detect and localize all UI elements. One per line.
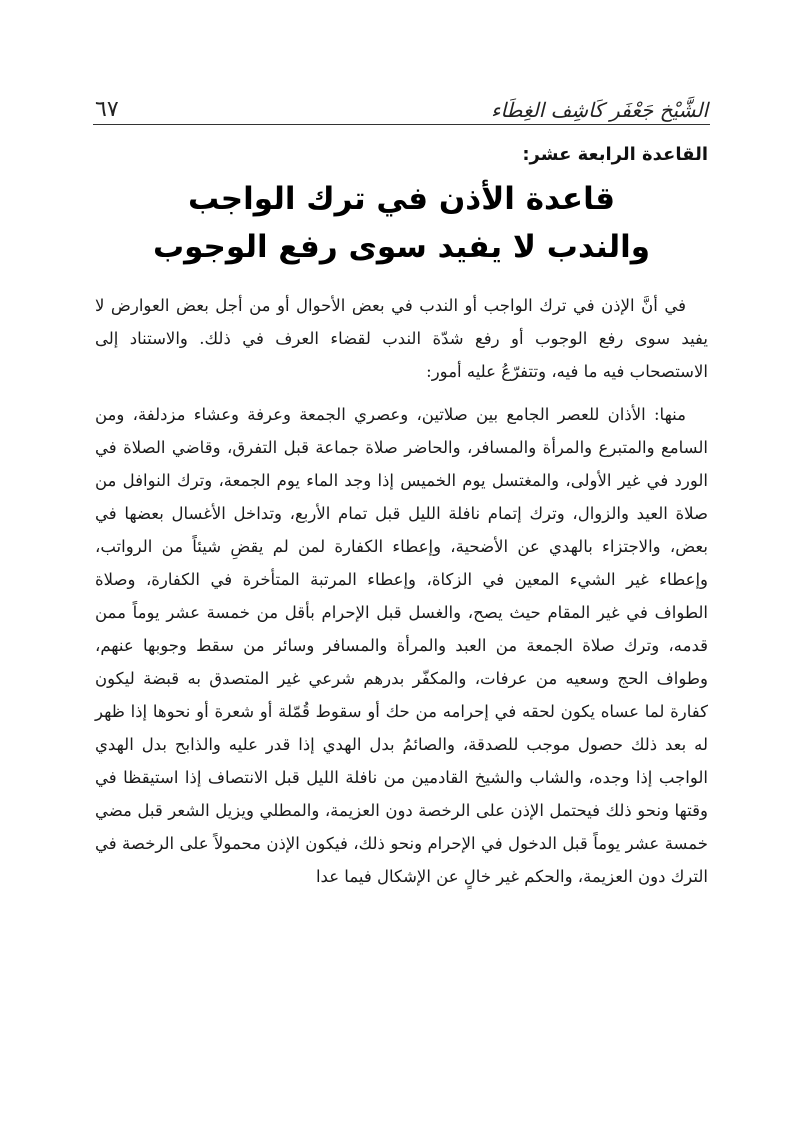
main-title: [95, 175, 708, 271]
header-rule: [93, 124, 710, 125]
page-header: [95, 82, 708, 122]
body-paragraph: في أنَّ الإذن في ترك الواجب أو الندب في بعض الأحوال أو من أجل بعض العوارض لا يفيد سوى رفع الوجوب أو رفع شدّة الندب لقضاء العرف في ذلك. والاستناد إلى الاستصحاب فيه ما فيه، وتتفرّعُ عليه أمور:: [95, 296, 708, 381]
main-title-line-2: والندب لا يفيد سوى رفع الوجوب: [152, 229, 651, 265]
main-title-line-1: قاعدة الأذن في ترك الواجب: [187, 181, 616, 217]
body-paragraph: منها: الأذان للعصر الجامع بين صلاتين، وعصري الجمعة وعرفة وعشاء مزدلفة، ومن السامع والمتبرع والمرأة والمسافر، والحاضر صلاة جماعة قبل التفرق، وقاضي الصلاة في الورد في غير الأولى، والمغتسل يوم الخميس إذا وجد الماء يوم الجمعة، وترك النوافل من صلاة العيد والزوال، وترك إتمام نافلة الليل قبل تمام الأربع، وتداخل الأغسال بعضها في بعض، والاجتزاء بالهدي عن الأضحية، وإعطاء الكفارة لمن لم يقضِ شيئاً من الرواتب، وإعطاء غير الشيء المعين في الزكاة، وإعطاء المرتبة المتأخرة في الكفارة، وصلاة الطواف في غير المقام حيث يصح، والغسل قبل الإحرام بأقل من خمسة عشر يوماً ممن قدمه، وترك صلاة الجمعة من العبد والمرأة والمسافر وسائر من سقط وجوبها عنهم، وطواف الحج وسعيه من عرفات، والمكفّر بدرهم شرعي غير المتصدق به قبضة ليكون كفارة لما عساه يكون لحقه في إحرامه من حك أو سقوط قُمّلة أو شعرة أو نحوها إذا ظهر له بعد ذلك حصول موجب للصدقة، والصائمُ بدل الهدي إذا قدر عليه والذابح بدل الهدي الواجب إذا وجده، والشاب والشيخ القادمين من نافلة الليل قبل الانتصاف إذا استيقظا في وقتها ونحو ذلك فيحتمل الإذن على الرخصة دون العزيمة، والمطلي ويزيل الشعر قبل مضي خمسة عشر يوماً قبل الدخول في الإحرام ونحو ذلك، فيكون الإذن محمولاً على الرخصة في الترك دون العزيمة، والحكم غير خالٍ عن الإشكال فيما عدا: [95, 405, 708, 886]
running-title: الشَّيْخ جَعْفَر كَاشِف الغِطَاء: [491, 98, 708, 122]
page-content: [95, 138, 708, 903]
page-number: ٦٧: [95, 97, 119, 122]
rule-label: القاعدة الرابعة عشر:: [522, 144, 708, 165]
